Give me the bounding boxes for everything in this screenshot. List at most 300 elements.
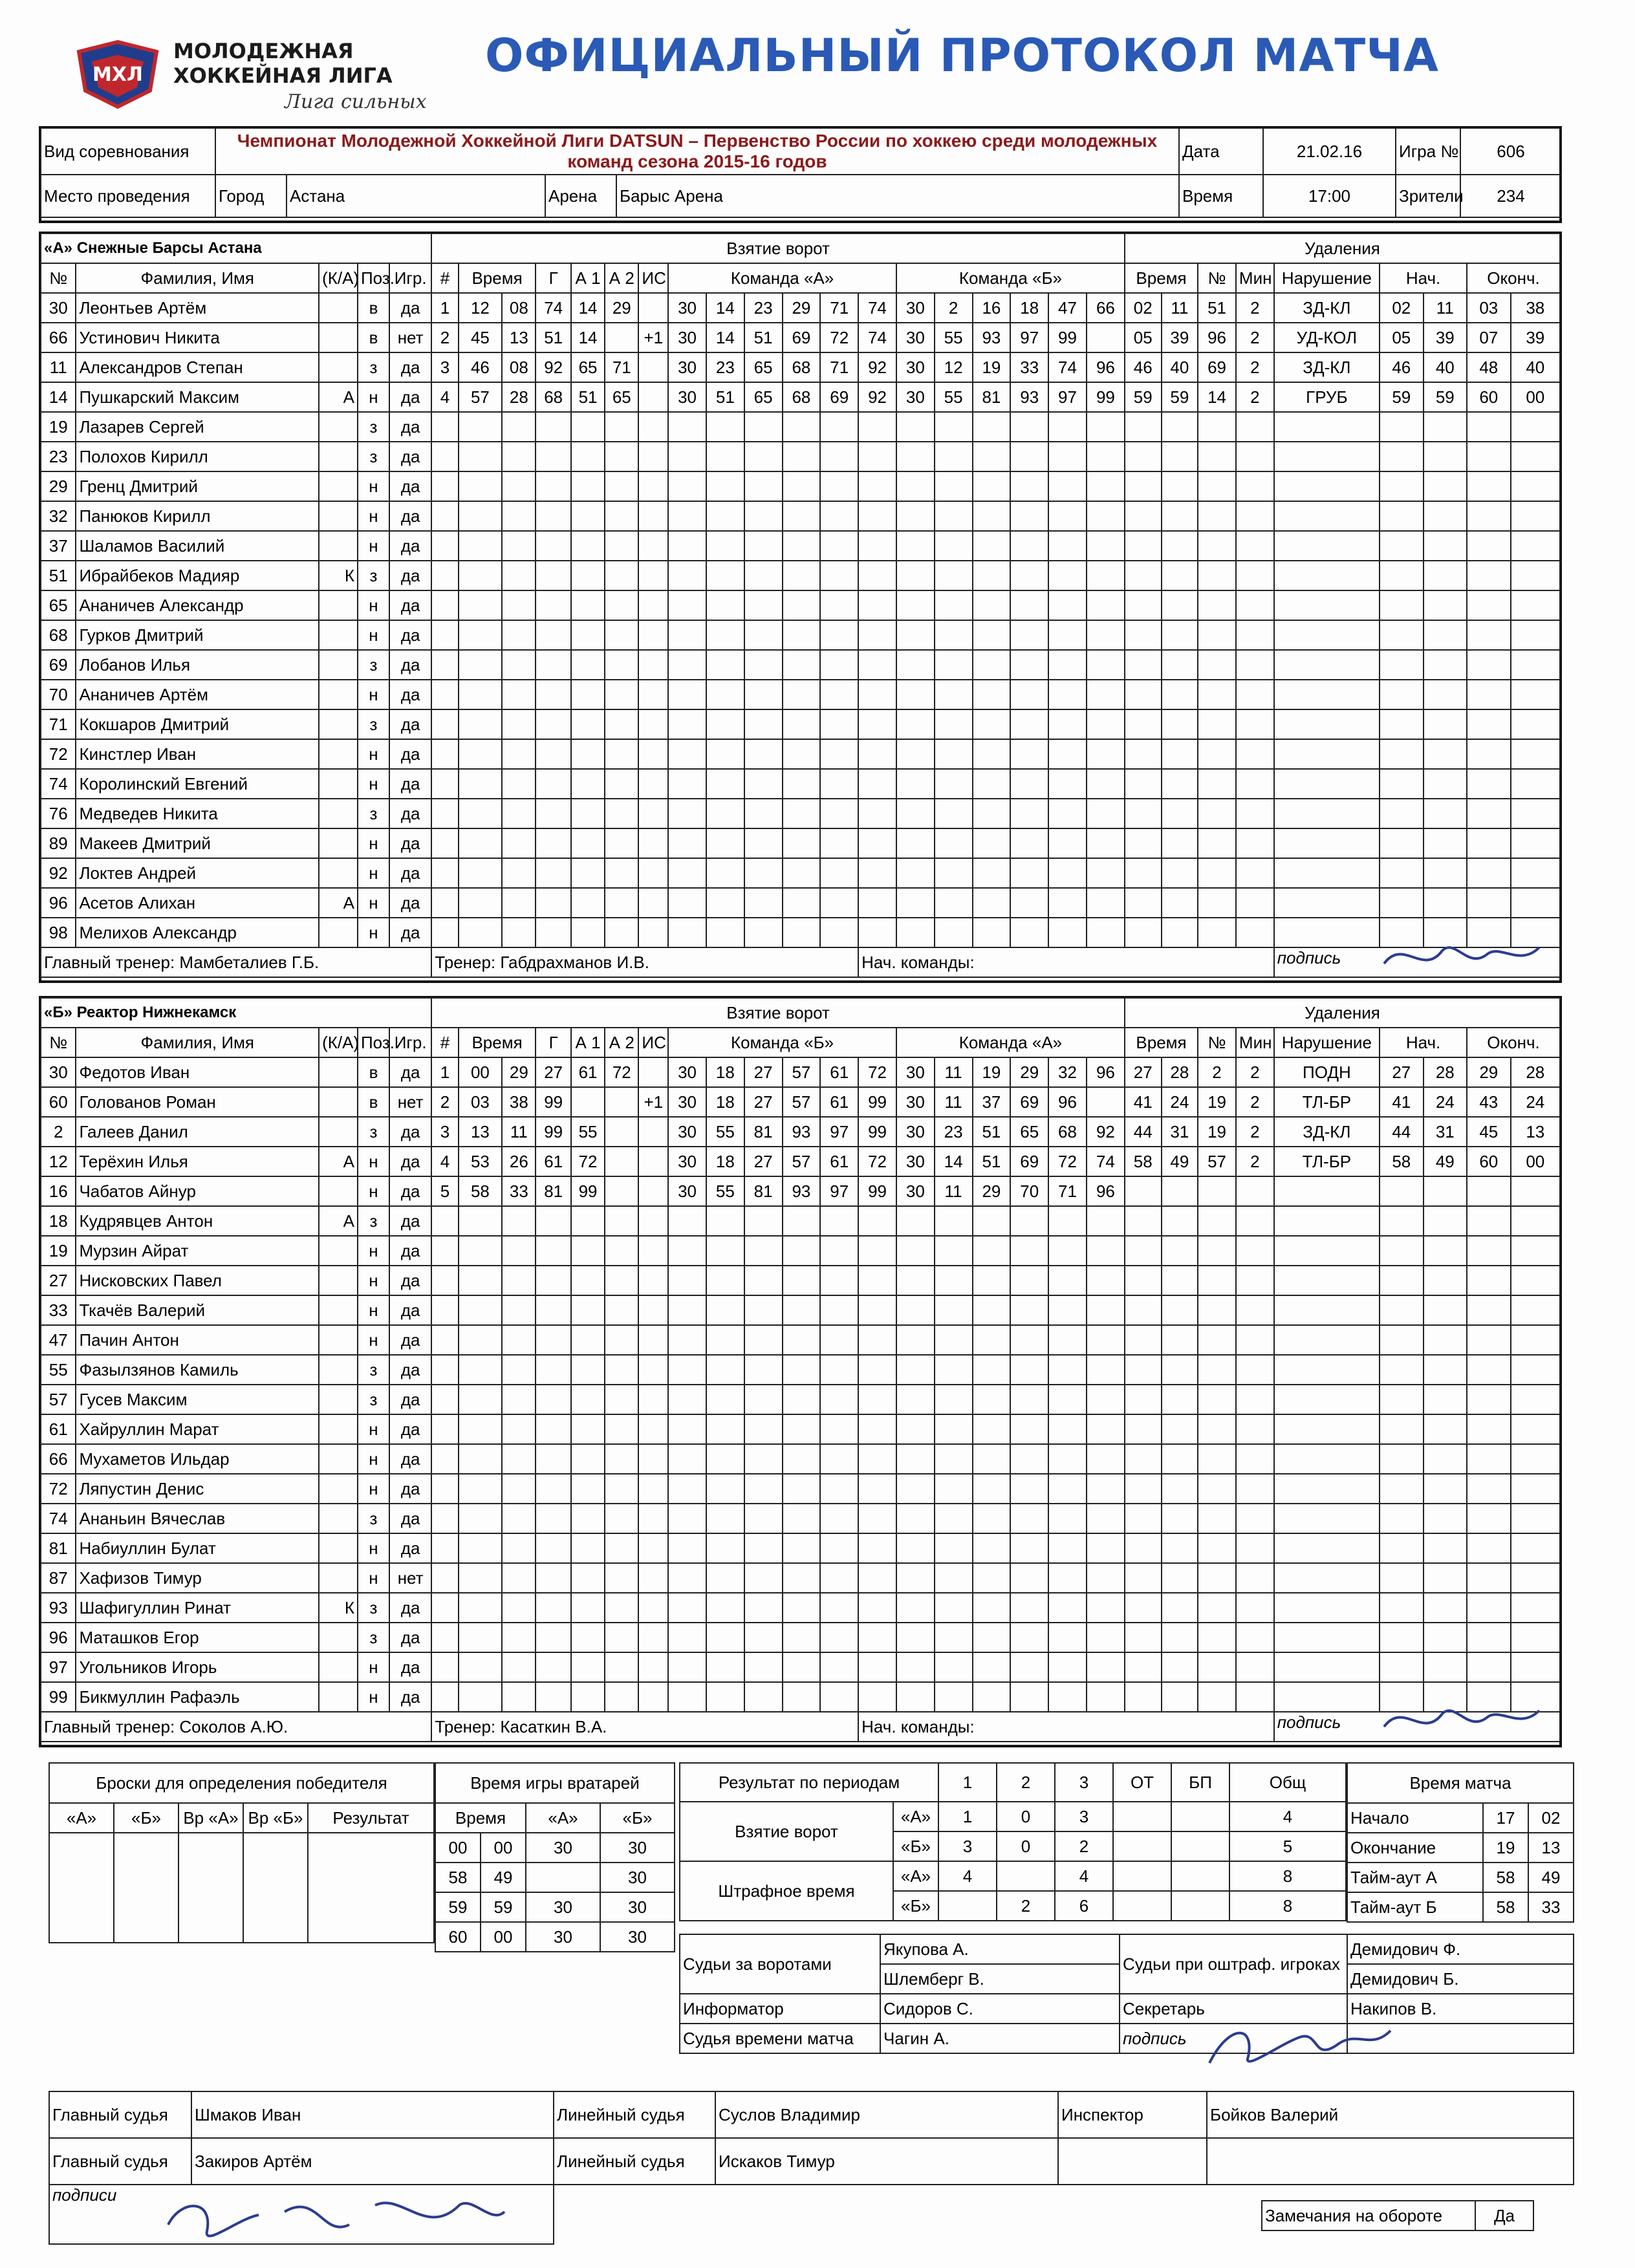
penalty-cell (1274, 1533, 1380, 1563)
goal-cell (896, 1593, 935, 1623)
goal-cell (431, 918, 458, 947)
penalty-cell (1511, 1444, 1560, 1474)
goal-cell (605, 1355, 638, 1385)
goal-cell (638, 1444, 668, 1474)
player-number: 74 (41, 769, 76, 799)
penalty-cell (1198, 471, 1236, 501)
player-played: да (389, 412, 431, 442)
goal-cell (431, 1355, 458, 1385)
goal-cell (571, 620, 605, 650)
goal-cell (605, 1325, 638, 1355)
player-played: да (389, 828, 431, 858)
penalty-cell: 39 (1511, 323, 1560, 352)
player-played: да (389, 918, 431, 947)
player-name: Пачин Антон (76, 1325, 319, 1355)
goal-cell (638, 1623, 668, 1652)
penalty-cell (1380, 650, 1424, 680)
goal-cell (783, 858, 821, 888)
goal-cell (502, 1533, 536, 1563)
goal-cell (820, 1444, 858, 1474)
goal-cell (571, 858, 605, 888)
penalty-cell (1236, 531, 1274, 561)
goal-cell (820, 739, 858, 769)
player-captain (319, 1444, 358, 1474)
goal-cell (502, 471, 536, 501)
penalty-cell (1125, 1474, 1162, 1504)
goal-cell (706, 1295, 744, 1325)
goal-cell (783, 620, 821, 650)
penalty-cell (1467, 1444, 1511, 1474)
penalty-cell (1198, 442, 1236, 471)
city-value: Астана (287, 175, 545, 217)
goalie-time-table (435, 1762, 675, 1952)
penalty-cell (1236, 1682, 1274, 1712)
player-position: н (358, 1563, 389, 1593)
goal-cell (1048, 442, 1087, 471)
penalty-cell: 59 (1162, 382, 1198, 412)
player-name: Мухаметов Ильдар (76, 1444, 319, 1474)
penalty-cell (1274, 650, 1380, 680)
goal-cell (605, 1176, 638, 1206)
goal-cell (706, 828, 744, 858)
goal-cell (605, 1533, 638, 1563)
goal-cell (1010, 1414, 1048, 1444)
goal-cell (858, 1266, 896, 1295)
goal-cell (459, 888, 503, 918)
player-row (41, 888, 1560, 918)
penalty-cell: 24 (1162, 1087, 1198, 1117)
penalty-cell: 05 (1125, 323, 1162, 352)
goal-cell (431, 1236, 458, 1266)
player-captain (319, 352, 358, 382)
player-name: Медведев Никита (76, 799, 319, 828)
goal-cell (783, 918, 821, 947)
goal-cell (1048, 1563, 1087, 1593)
penalty-cell (1467, 471, 1511, 501)
penalty-cell (1380, 590, 1424, 620)
goal-cell (1010, 650, 1048, 680)
officials-sign-label: подпись (1120, 2024, 1347, 2053)
goal-cell: 99 (1087, 382, 1125, 412)
goal-cell: 30 (896, 1087, 935, 1117)
player-number: 29 (41, 471, 76, 501)
penalty-cell (1511, 620, 1560, 650)
goal-cell (1010, 471, 1048, 501)
player-name: Мелихов Александр (76, 918, 319, 947)
goal-cell (896, 799, 935, 828)
goalie-time-cell: 00 (481, 1833, 526, 1863)
goal-cell (820, 1682, 858, 1712)
shootout-header-a: «А» (49, 1803, 114, 1833)
period-goals-a-total: 4 (1229, 1802, 1346, 1831)
col-goal-scorer: Г (536, 263, 570, 293)
player-captain (319, 1117, 358, 1147)
player-position: в (358, 1087, 389, 1117)
time-label: Время (1179, 175, 1263, 217)
penalty-cell (1511, 1295, 1560, 1325)
goal-cell (605, 799, 638, 828)
goals-section-title: Взятие ворот (431, 998, 1125, 1028)
goal-cell (502, 1623, 536, 1652)
penalty-cell (1274, 858, 1380, 888)
goal-cell (459, 1682, 503, 1712)
penalty-cell: 59 (1380, 382, 1424, 412)
goal-cell (1048, 680, 1087, 709)
player-played: да (389, 1236, 431, 1266)
player-number: 92 (41, 858, 76, 888)
penalty-cell (1467, 769, 1511, 799)
goal-cell: 27 (744, 1147, 783, 1176)
secretary-signature (1203, 2018, 1397, 2086)
goal-cell (605, 620, 638, 650)
player-number: 66 (41, 323, 76, 352)
penalty-cell: 31 (1424, 1117, 1467, 1147)
goal-cell (820, 1474, 858, 1504)
goal-cell (605, 561, 638, 590)
player-played: да (389, 620, 431, 650)
player-name: Гурков Дмитрий (76, 620, 319, 650)
goal-cell (935, 918, 973, 947)
goal-cell (605, 1147, 638, 1176)
col-goal-time: Время (459, 1028, 536, 1057)
penalty-cell: 00 (1511, 1147, 1560, 1176)
penalty-cell (1274, 1563, 1380, 1593)
goal-cell: 71 (1048, 1176, 1087, 1206)
goal-cell (783, 1682, 821, 1712)
player-position: н (358, 1266, 389, 1295)
penalty-cell (1424, 620, 1467, 650)
col-position: Поз. (358, 263, 389, 293)
penalty-cell (1125, 709, 1162, 739)
period-goals-team-a: «А» (893, 1802, 938, 1831)
period-pim-a-so (1171, 1861, 1229, 1891)
goal-cell (502, 739, 536, 769)
col-penalty-end: Оконч. (1467, 1028, 1560, 1057)
goal-cell (744, 1295, 783, 1325)
penalty-cell (1424, 828, 1467, 858)
goal-cell: 74 (1087, 1147, 1125, 1176)
player-number: 12 (41, 1147, 76, 1176)
goal-cell (744, 1385, 783, 1414)
penalty-cell (1162, 1652, 1198, 1682)
penalty-cell (1380, 620, 1424, 650)
period-pim-b-ot (1113, 1891, 1171, 1921)
penalty-cell (1380, 442, 1424, 471)
team-b-table (40, 997, 1561, 1742)
goal-cell (896, 620, 935, 650)
penalty-cell (1274, 828, 1380, 858)
col-penalty-start: Нач. (1380, 263, 1467, 293)
penalty-cell: 28 (1424, 1057, 1467, 1087)
goal-cell (536, 1504, 570, 1533)
player-number: 14 (41, 382, 76, 412)
goal-cell (1010, 858, 1048, 888)
goal-cell (706, 471, 744, 501)
goal-cell (858, 501, 896, 531)
player-position: з (358, 1117, 389, 1147)
goal-cell (935, 709, 973, 739)
penalty-cell (1274, 769, 1380, 799)
player-number: 87 (41, 1563, 76, 1593)
goal-cell (783, 501, 821, 531)
penalty-cell (1380, 858, 1424, 888)
goal-cell (638, 1057, 668, 1087)
goal-cell (935, 1593, 973, 1623)
goal-cell (668, 1504, 706, 1533)
goal-cell (571, 888, 605, 918)
penalty-cell (1380, 1593, 1424, 1623)
goalie-time-cell: 30 (526, 1892, 600, 1922)
player-number: 76 (41, 799, 76, 828)
penalty-cell: 31 (1162, 1117, 1198, 1147)
goal-cell (1010, 1325, 1048, 1355)
player-name: Ткачёв Валерий (76, 1295, 319, 1325)
player-row (41, 412, 1560, 442)
inspector-label: Инспектор (1058, 2091, 1207, 2138)
penalty-cell: 40 (1162, 352, 1198, 382)
player-played: да (389, 1355, 431, 1385)
goal-cell (668, 1385, 706, 1414)
goal-cell (820, 561, 858, 590)
player-name: Чабатов Айнур (76, 1176, 319, 1206)
goal-cell (502, 1593, 536, 1623)
goal-cell: 23 (935, 1117, 973, 1147)
period-goals-a-2: 0 (997, 1802, 1055, 1831)
goal-cell (783, 769, 821, 799)
player-position: з (358, 799, 389, 828)
player-played: да (389, 531, 431, 561)
penalty-cell (1198, 620, 1236, 650)
goal-cell (783, 1295, 821, 1325)
penalty-cell (1162, 769, 1198, 799)
goal-cell (668, 620, 706, 650)
penalty-cell (1380, 1355, 1424, 1385)
goal-cell (605, 471, 638, 501)
penalty-cell (1125, 1206, 1162, 1236)
penalty-cell (1274, 918, 1380, 947)
player-captain: А (319, 1147, 358, 1176)
goal-cell (973, 888, 1011, 918)
player-name: Хайруллин Марат (76, 1414, 319, 1444)
goal-cell: 55 (935, 382, 973, 412)
goal-cell (783, 888, 821, 918)
period-goals-label: Взятие ворот (680, 1802, 893, 1861)
penalty-cell: 27 (1125, 1057, 1162, 1087)
goal-cell (536, 531, 570, 561)
goal-cell (502, 1444, 536, 1474)
goal-cell (431, 888, 458, 918)
goal-cell (896, 471, 935, 501)
goal-cell (638, 501, 668, 531)
penalty-cell (1274, 1176, 1380, 1206)
referee-signatures (155, 2186, 517, 2254)
goal-cell (820, 828, 858, 858)
player-number: 70 (41, 680, 76, 709)
player-row (41, 918, 1560, 947)
player-row (41, 1147, 1560, 1176)
goal-cell (820, 1236, 858, 1266)
player-played: да (389, 561, 431, 590)
goal-cell (896, 769, 935, 799)
col-penalty-minutes: Мин (1236, 1028, 1274, 1057)
col-situation: ИС (638, 1028, 668, 1057)
penalty-cell (1380, 1236, 1424, 1266)
timeout-b-second: 33 (1528, 1892, 1574, 1922)
goal-cell (502, 590, 536, 620)
goal-cell (706, 739, 744, 769)
goal-cell: 27 (744, 1057, 783, 1087)
goal-cell (536, 620, 570, 650)
penalty-cell (1467, 1385, 1511, 1414)
player-captain (319, 1057, 358, 1087)
goal-cell: 38 (502, 1087, 536, 1117)
goal-cell (1087, 1355, 1125, 1385)
player-position: н (358, 1682, 389, 1712)
goal-cell: 71 (820, 293, 858, 323)
goal-cell (638, 1295, 668, 1325)
player-number: 30 (41, 1057, 76, 1087)
goal-cell: 12 (935, 352, 973, 382)
goal-cell: 68 (783, 382, 821, 412)
goal-cell (459, 1474, 503, 1504)
goal-cell (973, 471, 1011, 501)
goal-cell (571, 442, 605, 471)
penalty-cell (1467, 531, 1511, 561)
goal-cell: 69 (820, 382, 858, 412)
penalty-cell: 46 (1125, 352, 1162, 382)
player-name: Бикмуллин Рафаэль (76, 1682, 319, 1712)
player-captain: А (319, 888, 358, 918)
player-row (41, 590, 1560, 620)
goal-cell (783, 471, 821, 501)
goal-cell (973, 1414, 1011, 1444)
goalie-time-header-b: «Б» (600, 1803, 675, 1833)
goal-cell (744, 471, 783, 501)
penalty-cell (1198, 1623, 1236, 1652)
player-captain (319, 442, 358, 471)
head-coach: Главный тренер: Соколов А.Ю. (41, 1712, 431, 1742)
player-played: да (389, 1623, 431, 1652)
goal-cell (502, 531, 536, 561)
goal-cell (706, 1593, 744, 1623)
goal-cell (858, 858, 896, 888)
goal-cell (1010, 531, 1048, 561)
period-goals-a-ot (1113, 1802, 1171, 1831)
period-goals-b-3: 2 (1055, 1831, 1113, 1861)
period-goals-b-so (1171, 1831, 1229, 1861)
goal-cell (571, 1266, 605, 1295)
col-team-own-onice: Команда «А» (668, 263, 896, 293)
goal-cell (858, 1414, 896, 1444)
player-position: н (358, 382, 389, 412)
player-captain (319, 1087, 358, 1117)
player-name: Маташков Егор (76, 1623, 319, 1652)
goal-cell (1010, 590, 1048, 620)
goal-cell (744, 1593, 783, 1623)
goal-cell (1010, 1206, 1048, 1236)
player-name: Галеев Данил (76, 1117, 319, 1147)
goal-cell (571, 561, 605, 590)
goal-cell (536, 1533, 570, 1563)
goal-cell (571, 531, 605, 561)
goal-cell (571, 680, 605, 709)
penalty-cell (1236, 1593, 1274, 1623)
goal-cell (668, 1593, 706, 1623)
goal-cell: 3 (431, 1117, 458, 1147)
goalie-time-cell: 30 (600, 1922, 675, 1952)
penalty-cell (1424, 590, 1467, 620)
match-start-hour: 17 (1483, 1803, 1528, 1833)
player-row (41, 323, 1560, 352)
player-position: н (358, 1414, 389, 1444)
penalty-cell (1511, 1325, 1560, 1355)
goalie-time-row (435, 1863, 675, 1892)
penalty-cell (1511, 1533, 1560, 1563)
goal-cell: 93 (783, 1117, 821, 1147)
goal-cell: 4 (431, 382, 458, 412)
penalty-cell (1162, 828, 1198, 858)
penalty-cell (1274, 799, 1380, 828)
penalty-cell (1162, 1414, 1198, 1444)
player-row (41, 1087, 1560, 1117)
goal-cell (431, 1652, 458, 1682)
period-header-1: 1 (938, 1763, 997, 1802)
penalty-cell (1125, 620, 1162, 650)
goal-cell (744, 1474, 783, 1504)
player-played: да (389, 1176, 431, 1206)
penalty-cell: ПОДН (1274, 1057, 1380, 1087)
penalty-cell (1162, 531, 1198, 561)
goal-cell: 13 (459, 1117, 503, 1147)
goal-cell (571, 650, 605, 680)
player-captain (319, 590, 358, 620)
goal-cell: 99 (858, 1117, 896, 1147)
penalty-cell (1380, 1325, 1424, 1355)
goal-cell (1087, 501, 1125, 531)
match-end-minute: 13 (1528, 1833, 1574, 1863)
penalty-cell (1467, 858, 1511, 888)
penalty-cell (1467, 590, 1511, 620)
goal-judge-1: Якупова А. (880, 1934, 1120, 1964)
penalty-cell: 96 (1198, 323, 1236, 352)
penalty-cell (1236, 1385, 1274, 1414)
goal-cell (536, 918, 570, 947)
goal-cell: 51 (973, 1117, 1011, 1147)
player-number: 89 (41, 828, 76, 858)
penalty-cell (1467, 739, 1511, 769)
goal-cell (536, 1206, 570, 1236)
penalty-cell (1125, 412, 1162, 442)
goal-cell (973, 858, 1011, 888)
goal-cell: 74 (858, 323, 896, 352)
goalie-time-cell: 30 (526, 1922, 600, 1952)
goal-cell: 74 (858, 293, 896, 323)
goal-cell: 72 (820, 323, 858, 352)
player-position: з (358, 1355, 389, 1385)
goal-cell (1087, 1295, 1125, 1325)
goal-cell: 1 (431, 1057, 458, 1087)
goal-cell (935, 769, 973, 799)
goal-cell (638, 888, 668, 918)
penalty-cell (1511, 1355, 1560, 1385)
player-number: 61 (41, 1414, 76, 1444)
goal-cell: 99 (858, 1176, 896, 1206)
goal-cell: 30 (668, 323, 706, 352)
penalty-cell (1198, 561, 1236, 590)
goal-cell (935, 858, 973, 888)
col-penalty-infraction: Нарушение (1274, 263, 1380, 293)
place-label: Место проведения (41, 175, 215, 217)
